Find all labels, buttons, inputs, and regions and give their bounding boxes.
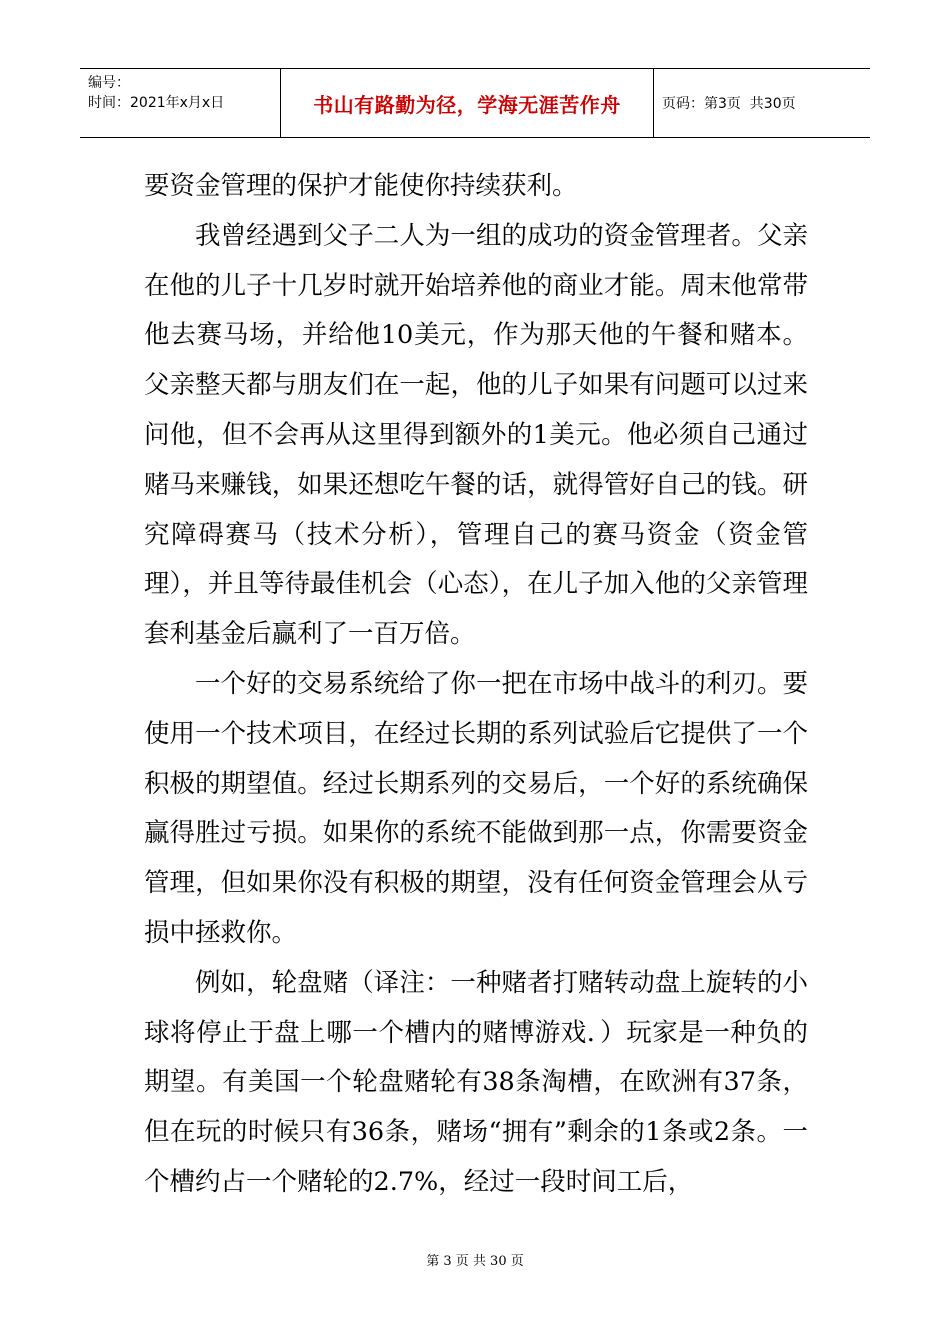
header-page-info: 页码：第3页 共30页 bbox=[662, 96, 796, 112]
page-footer: 第 3 页 共 30 页 bbox=[426, 1254, 524, 1269]
header-meta bbox=[80, 69, 281, 137]
paragraph-father-son: 我曾经遇到父子二人为一组的成功的资金管理者。父亲在他的儿子十几岁时就开始培养他的商业才能。周末他常带他去赛马场，并给他10美元，作为那天他的午餐和赌本。父亲整天都与朋友们在一起，他的儿子如果有问题可以过来问他，但不会再从这里得到额外的1美元。他必须自己通过赌马来赚钱，如果还想吃午餐的话，就得管好自己的钱。研究障碍赛马（技术分析），管理自己的赛马资金（资金管理），并且等待最佳机会（心态），在儿子加入他的父亲管理套利基金后赢利了一百万倍。 bbox=[144, 220, 808, 650]
document-number-label: 编号： bbox=[88, 75, 130, 91]
header-motto: 书山有路勤为径，学海无涯苦作舟 bbox=[281, 69, 654, 137]
paragraph-trading-system: 一个好的交易系统给了你一把在市场中战斗的利刃。要使用一个技术项目，在经过长期的系列试验后它提供了一个积极的期望值。经过长期系列的交易后，一个好的系统确保赢得胜过亏损。如果你的系统不能做到那一点，你需要资金管理，但如果你没有积极的期望，没有任何资金管理会从亏损中拯救你。 bbox=[144, 668, 808, 948]
paragraph-continuation: 要资金管理的保护才能使你持续获利。 bbox=[144, 171, 578, 201]
document-time-label: 时间：2021年x月x日 bbox=[88, 95, 225, 111]
paragraph-roulette: 例如，轮盘赌（译注：一种赌者打赌转动盘上旋转的小球将停止于盘上哪一个槽内的赌博游戏．）玩家是一种负的期望。有美国一个轮盘赌轮有38条淘槽，在欧洲有37条，但在玩的时候只有36条，赌场“拥有”剩余的1条或2条。一个槽约占一个赌轮的2.7%，经过一段时间工后， bbox=[144, 967, 808, 1197]
document-header bbox=[80, 68, 870, 138]
document-body bbox=[144, 162, 808, 1208]
